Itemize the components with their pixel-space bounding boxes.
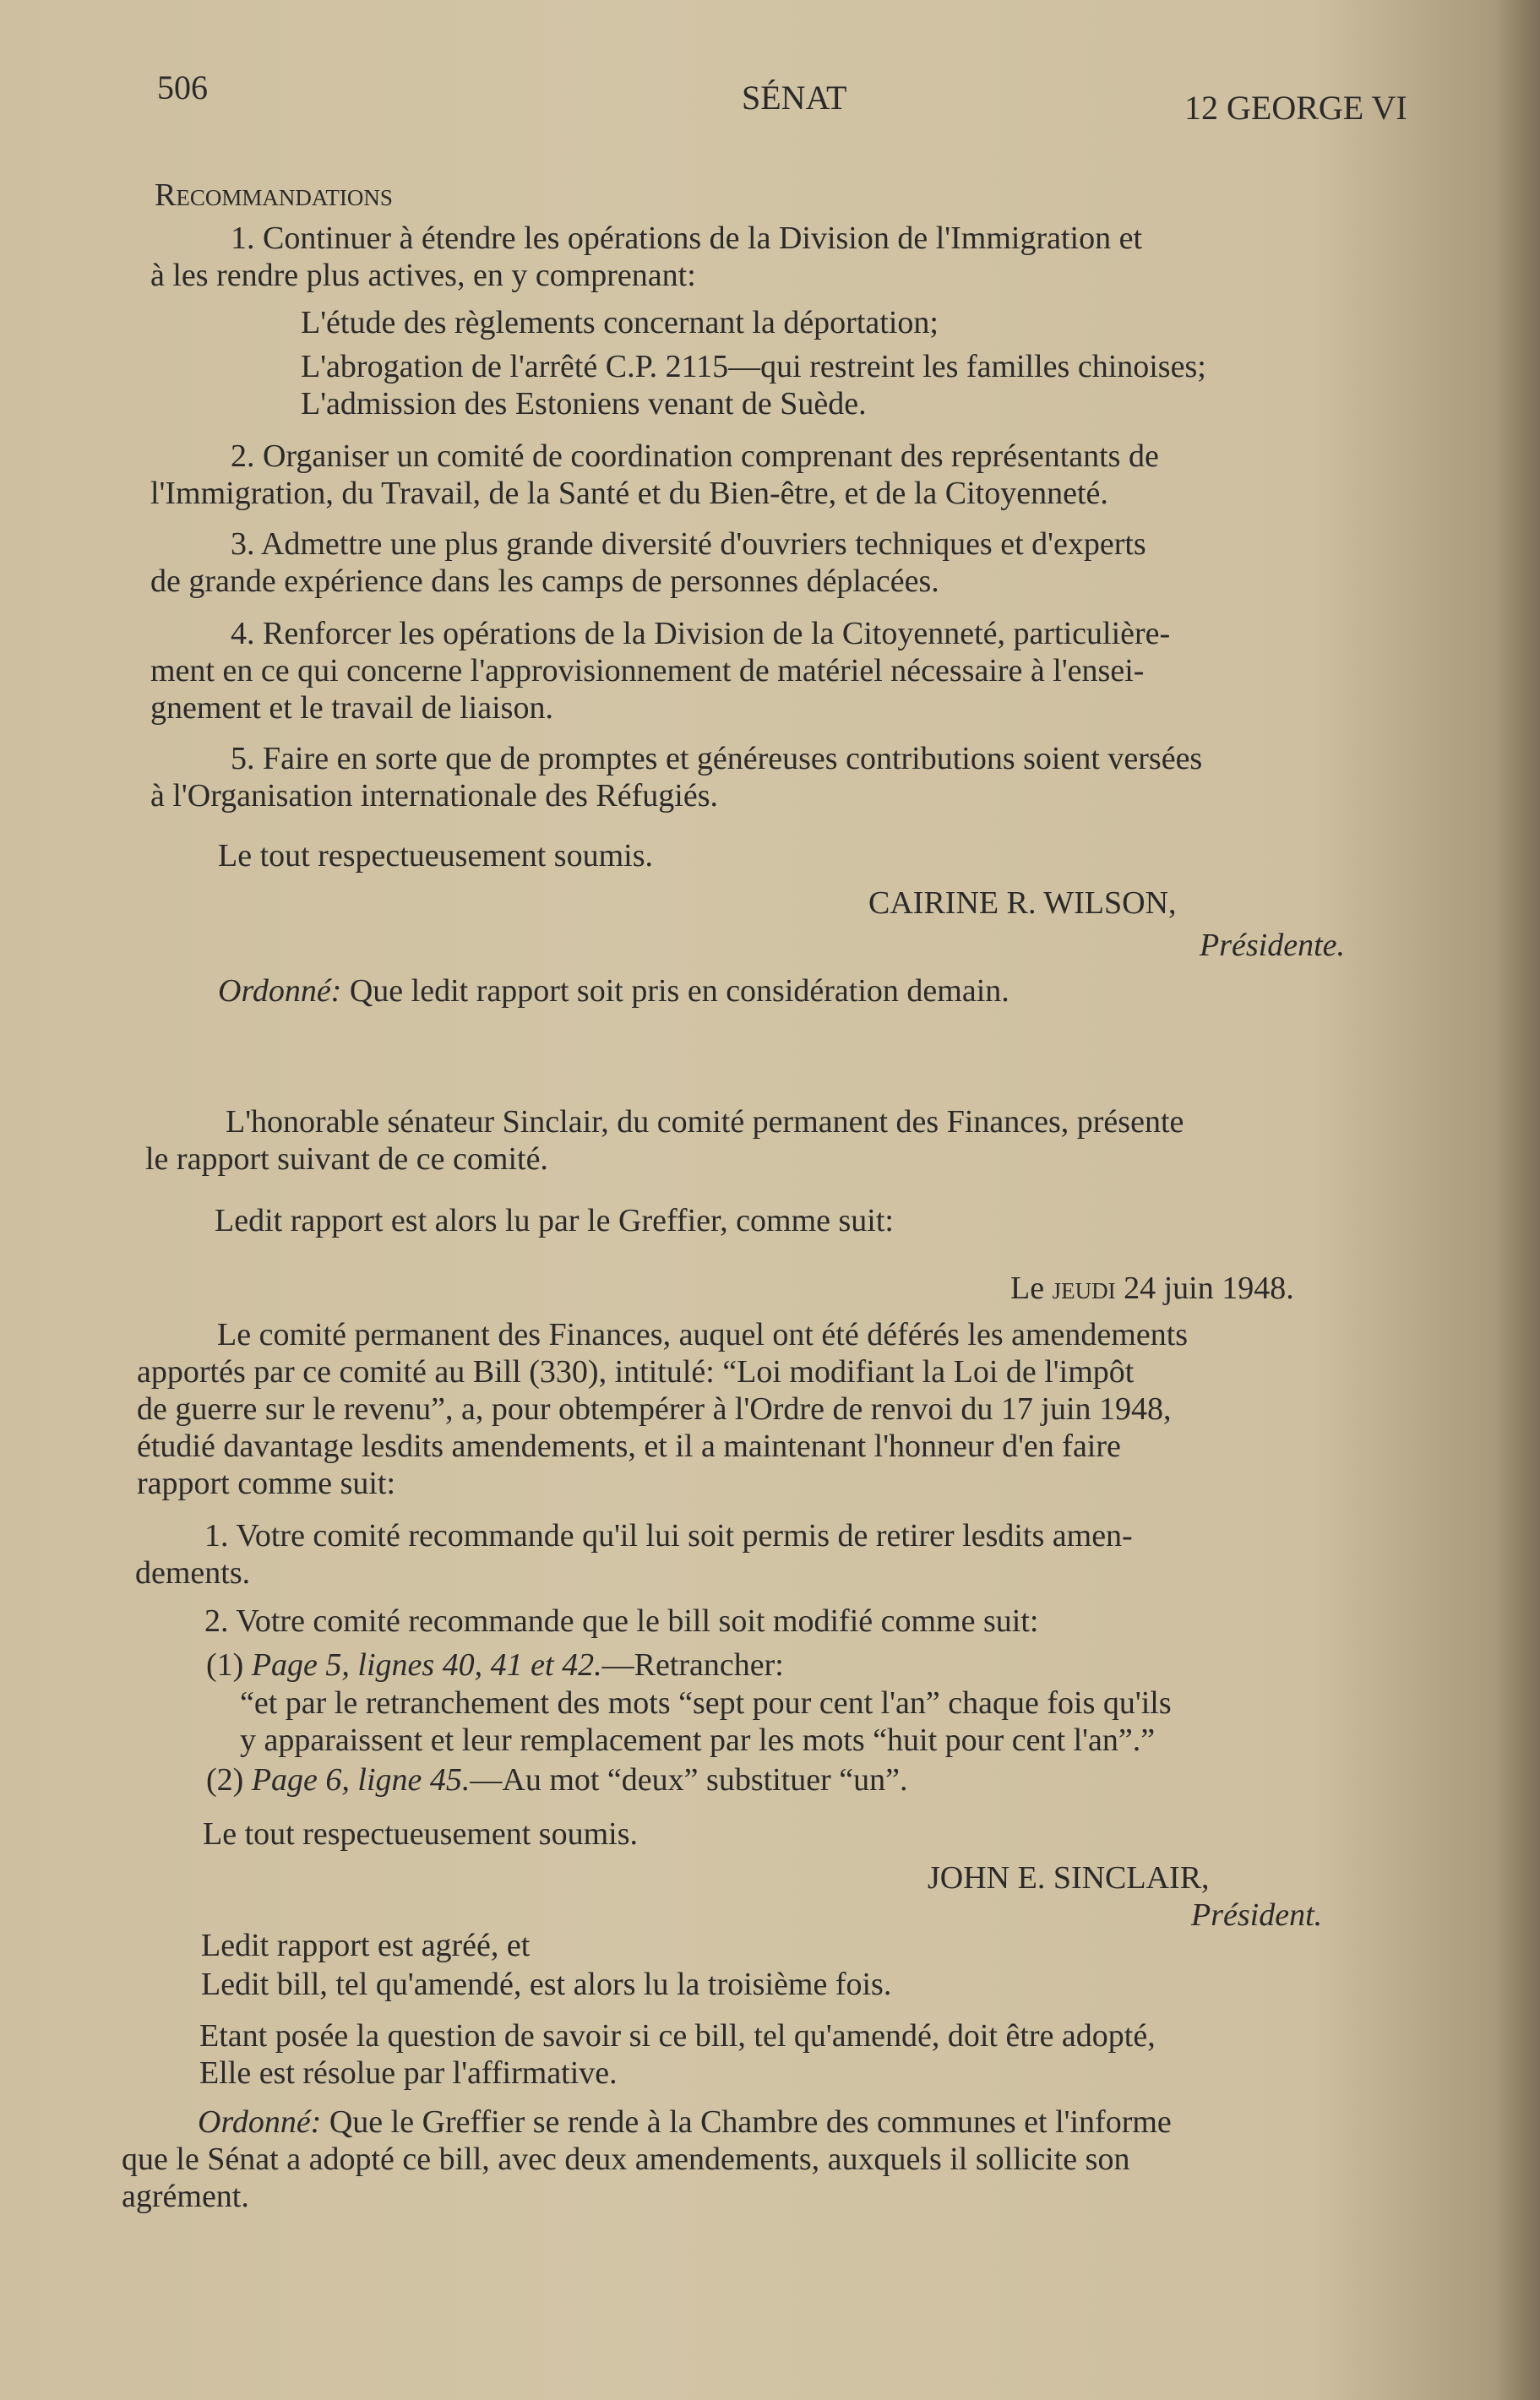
- text-line: 1. Continuer à étendre les opérations de la Division de l'Immigration et: [231, 220, 1143, 256]
- recommendation-4: [150, 615, 1458, 727]
- amendment-text: —Au mot “deux” substituer “un”.: [470, 1762, 908, 1798]
- amendment-1: [206, 1646, 784, 1684]
- text-line: ment en ce qui concerne l'approvisionnement de matériel nécessaire à l'ensei-: [150, 653, 1145, 688]
- order-text: Que ledit rapport soit pris en considération demain.: [349, 973, 1009, 1009]
- closing-statement: Le tout respectueusement soumis.: [203, 1816, 638, 1852]
- finances-paragraph: [137, 1316, 1438, 1502]
- order-line: [218, 971, 1009, 1010]
- third-reading: Ledit bill, tel qu'amendé, est alors lu la troisième fois.: [201, 1967, 892, 2002]
- recommendation-1-details: [301, 304, 1458, 422]
- text-line: de guerre sur le revenu”, a, pour obtempérer à l'Ordre de renvoi du 17 juin 1948,: [137, 1391, 1172, 1427]
- text-line: 3. Admettre une plus grande diversité d'ouvriers techniques et d'experts: [231, 526, 1146, 562]
- recommendation-3: [150, 525, 1458, 600]
- amendment-text: —Retrancher:: [601, 1647, 784, 1683]
- text-line: apportés par ce comité au Bill (330), intitulé: “Loi modifiant la Loi de l'impôt: [137, 1354, 1135, 1390]
- amendment-reference: Page 5, lignes 40, 41 et 42.: [251, 1647, 602, 1683]
- text-line: L'étude des règlements concernant la déportation;: [301, 305, 939, 340]
- recommendation-2: [150, 438, 1458, 512]
- text-line: rapport comme suit:: [137, 1466, 396, 1501]
- finances-recommendation-2: 2. Votre comité recommande que le bill soit modifié comme suit:: [204, 1603, 1039, 1639]
- recommendation-1: [150, 220, 1458, 294]
- report-date: [1010, 1269, 1294, 1308]
- text-line: le rapport suivant de ce comité.: [145, 1141, 548, 1177]
- signature-name: JOHN E. SINCLAIR,: [928, 1860, 1210, 1896]
- text-line: étudié davantage lesdits amendements, et il a maintenant l'honneur d'en faire: [137, 1429, 1121, 1464]
- report-agreed: Ledit rapport est agréé, et: [201, 1928, 531, 1963]
- text-line: 2. Organiser un comité de coordination comprenant des représentants de: [231, 438, 1159, 474]
- text-line: 5. Faire en sorte que de promptes et généreuses contributions soient versées: [231, 741, 1203, 776]
- date-rest: 24 juin 1948.: [1124, 1271, 1294, 1306]
- text-line: que le Sénat a adopté ce bill, avec deux amendements, auxquels il sollicite son: [122, 2141, 1130, 2177]
- amendment-number: (1): [206, 1647, 244, 1683]
- signature-name: CAIRINE R. WILSON,: [868, 885, 1177, 921]
- text-line: y apparaissent et leur remplacement par les mots “huit pour cent l'an”.”: [240, 1722, 1156, 1758]
- finances-intro: [145, 1103, 1441, 1178]
- text-line: agrément.: [122, 2179, 249, 2214]
- date-day: jeudi: [1052, 1271, 1116, 1306]
- text-line: “et par le retranchement des mots “sept pour cent l'an” chaque fois qu'ils: [240, 1685, 1172, 1721]
- order-label: Ordonné:: [218, 973, 342, 1009]
- text-line: à les rendre plus actives, en y comprenant:: [150, 258, 696, 293]
- amendment-number: (2): [206, 1762, 244, 1798]
- question-paragraph: [199, 2017, 1416, 2092]
- date-prefix: Le: [1010, 1271, 1045, 1306]
- amendment-1-quote: [240, 1684, 1431, 1759]
- text-line: L'abrogation de l'arrêté C.P. 2115—qui restreint les familles chinoises;: [301, 349, 1206, 384]
- text-line: [122, 2103, 1414, 2141]
- signature-title: Président.: [1191, 1897, 1323, 1933]
- text-line: L'honorable sénateur Sinclair, du comité permanent des Finances, présente: [226, 1104, 1184, 1140]
- text-line: Le comité permanent des Finances, auquel ont été déférés les amendements: [217, 1317, 1189, 1352]
- text-line: l'Immigration, du Travail, de la Santé et du Bien-être, et de la Citoyenneté.: [150, 476, 1108, 511]
- report-read: Ledit rapport est alors lu par le Greffier, comme suit:: [215, 1203, 894, 1238]
- final-order: [122, 2103, 1414, 2215]
- regnal-year: 12 GEORGE VI: [1184, 89, 1407, 127]
- amendment-2: [206, 1761, 908, 1799]
- recommendation-5: [150, 740, 1458, 814]
- text-line: Etant posée la question de savoir si ce bill, tel qu'amendé, doit être adopté,: [199, 2018, 1156, 2054]
- text-line: 1. Votre comité recommande qu'il lui soit permis de retirer lesdits amen-: [204, 1518, 1133, 1554]
- order-label: Ordonné:: [198, 2104, 322, 2140]
- signature-title: Présidente.: [1200, 928, 1346, 963]
- text-line: Elle est résolue par l'affirmative.: [199, 2055, 618, 2091]
- amendment-reference: Page 6, ligne 45.: [251, 1762, 471, 1798]
- running-header: SÉNAT: [742, 79, 847, 117]
- text-line: 4. Renforcer les opérations de la Division de la Citoyenneté, particulière-: [231, 616, 1171, 651]
- order-text: Que le Greffier se rende à la Chambre des communes et l'informe: [329, 2104, 1172, 2140]
- closing-statement: Le tout respectueusement soumis.: [218, 838, 653, 873]
- text-line: L'admission des Estoniens venant de Suède.: [301, 386, 867, 422]
- section-heading: Recommandations: [155, 177, 393, 213]
- text-line: de grande expérience dans les camps de personnes déplacées.: [150, 563, 939, 599]
- text-line: dements.: [135, 1555, 251, 1591]
- text-line: à l'Organisation internationale des Réfugiés.: [150, 778, 719, 814]
- finances-recommendation-1: [135, 1517, 1436, 1592]
- text-line: gnement et le travail de liaison.: [150, 690, 553, 726]
- page-number: 506: [157, 68, 208, 106]
